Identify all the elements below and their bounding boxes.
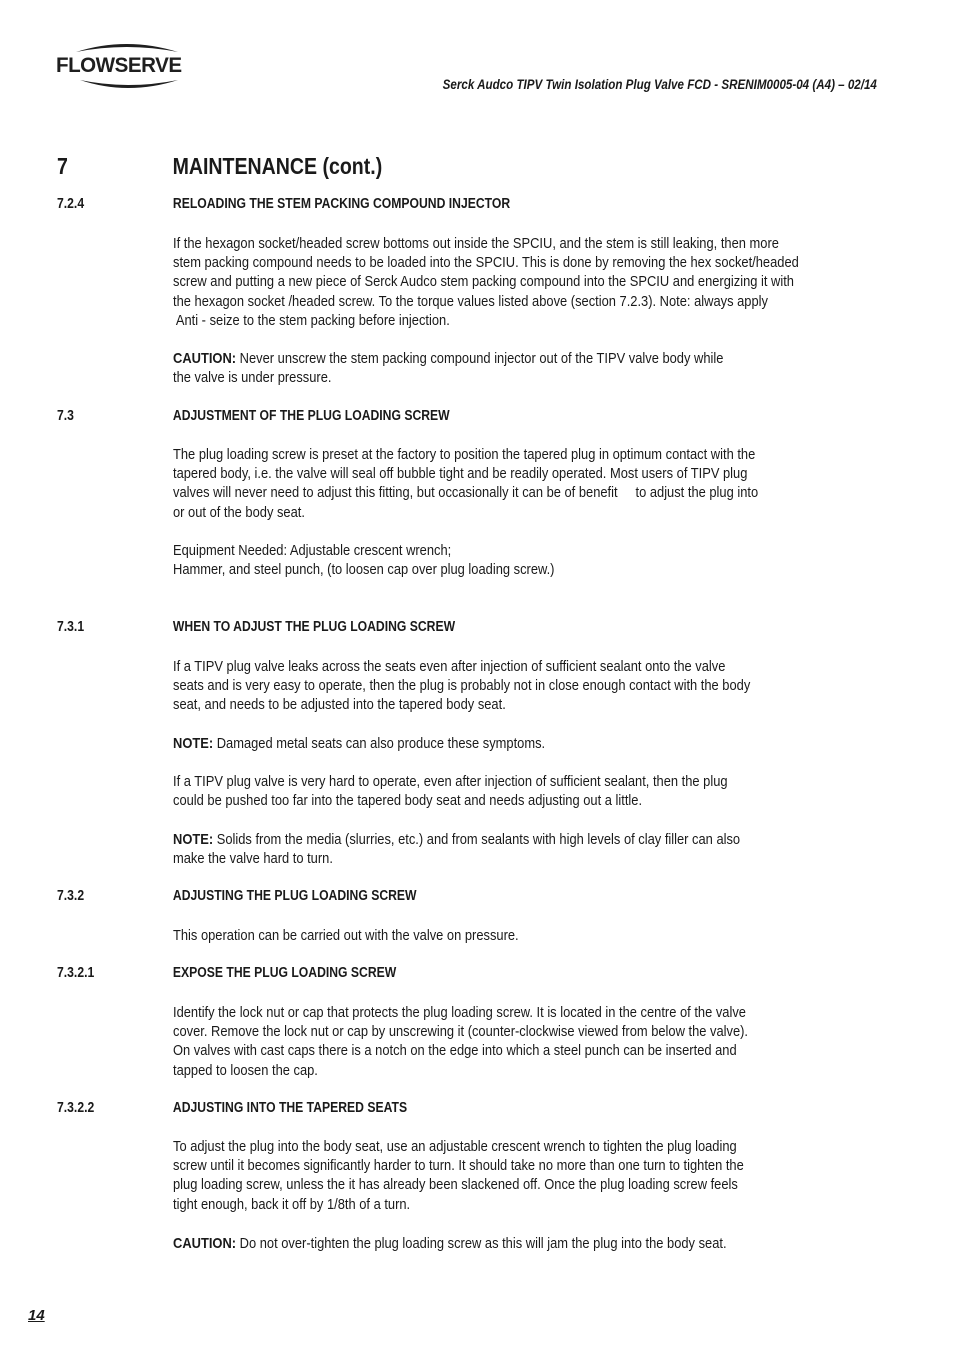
paragraph	[173, 1137, 878, 1214]
note-paragraph	[173, 830, 878, 868]
text-line: Identify the lock nut or cap that protects the plug loading screw. It is located in the centre of the valve	[173, 1004, 746, 1021]
section-number: 7.3.1	[57, 619, 85, 635]
section-title: ADJUSTING THE PLUG LOADING SCREW	[172, 888, 417, 904]
text-line: Hammer, and steel punch, (to loosen cap over plug loading screw.)	[173, 561, 555, 579]
text-line: screw and putting a new piece of Serck Audco stem packing compound into the SPCIU and energizing it with	[173, 273, 794, 291]
text-line: Equipment Needed: Adjustable crescent wrench;	[173, 542, 452, 559]
section-number: 7.2.4	[57, 196, 85, 212]
caution-label: CAUTION:	[173, 1235, 237, 1252]
chapter-title	[57, 153, 382, 180]
chapter-number: 7	[57, 153, 68, 179]
text-line: The plug loading screw is preset at the factory to position the tapered plug in optimum contact with the	[173, 446, 756, 463]
note-text: Solids from the media (slurries, etc.) and from sealants with high levels of clay filler can also	[213, 831, 741, 848]
text-line: tapered body, i.e. the valve will seal off bubble tight and be readily operated. Most users of TIPV plug	[173, 465, 748, 483]
text-line: make the valve hard to turn.	[173, 850, 333, 868]
caution-label: CAUTION:	[173, 350, 237, 367]
text-line: could be pushed too far into the tapered body seat and needs adjusting out a little.	[173, 792, 643, 810]
text-line: plug loading screw, unless the it has already been slackened off. Once the plug loading screw feels	[173, 1176, 738, 1194]
caution-paragraph	[173, 349, 878, 387]
note-label: NOTE:	[173, 735, 214, 752]
chapter-heading: MAINTENANCE (cont.)	[172, 153, 383, 179]
section-title: ADJUSTMENT OF THE PLUG LOADING SCREW	[172, 408, 450, 424]
section-number: 7.3.2.2	[57, 1100, 95, 1116]
brand-name: FLOWSERVE	[56, 54, 182, 77]
caution-text: Do not over-tighten the plug loading screw as this will jam the plug into the body seat.	[236, 1235, 727, 1252]
section-title: EXPOSE THE PLUG LOADING SCREW	[172, 965, 397, 981]
section-number: 7.3.2.1	[57, 965, 95, 981]
paragraph	[173, 657, 878, 715]
paragraph	[173, 772, 878, 810]
section-heading-7-3-2-1	[57, 965, 396, 981]
section-title: RELOADING THE STEM PACKING COMPOUND INJECTOR	[172, 196, 511, 212]
text-line: cover. Remove the lock nut or cap by unscrewing it (counter-clockwise viewed from below the valve).	[173, 1023, 749, 1041]
paragraph	[173, 1003, 878, 1080]
paragraph	[173, 445, 878, 522]
paragraph	[173, 541, 878, 579]
text-line: On valves with cast caps there is a notch on the edge into which a steel punch can be inserted and	[173, 1042, 737, 1060]
section-title: WHEN TO ADJUST THE PLUG LOADING SCREW	[172, 619, 456, 635]
text-line: tapped to loosen the cap.	[173, 1061, 318, 1079]
text-line: If a TIPV plug valve leaks across the seats even after injection of sufficient sealant onto the valve	[173, 658, 726, 675]
document-header: Serck Audco TIPV Twin Isolation Plug Valve FCD - SRENIM0005-04 (A4) – 02/14	[442, 77, 877, 92]
text-line: screw until it becomes significantly harder to turn. It should take no more than one turn to tighten the	[173, 1157, 744, 1175]
text-line: or out of the body seat.	[173, 503, 305, 521]
text-line: Anti - seize to the stem packing before injection.	[173, 311, 450, 329]
text-line: stem packing compound needs to be loaded into the SPCIU. This is done by removing the hex socket/headed	[173, 254, 799, 272]
paragraph	[173, 926, 878, 945]
section-title: ADJUSTING INTO THE TAPERED SEATS	[172, 1100, 408, 1116]
flowserve-logo	[56, 40, 198, 92]
section-number: 7.3.2	[57, 888, 85, 904]
text-line: To adjust the plug into the body seat, use an adjustable crescent wrench to tighten the plug loading	[173, 1138, 737, 1155]
text-line: the valve is under pressure.	[173, 369, 332, 387]
section-heading-7-3-1	[57, 619, 455, 635]
text-line: If a TIPV plug valve is very hard to operate, even after injection of sufficient sealant, then the plug	[173, 773, 728, 790]
text-line: If the hexagon socket/headed screw bottoms out inside the SPCIU, and the stem is still leaking, then more	[173, 235, 779, 252]
note-label: NOTE:	[173, 831, 214, 848]
section-heading-7-2-4	[57, 196, 510, 212]
section-number: 7.3	[57, 408, 74, 424]
text-line: seats and is very easy to operate, then the plug is probably not in close enough contact with the body	[173, 677, 751, 695]
note-paragraph	[173, 734, 878, 753]
paragraph	[173, 234, 878, 330]
text-line: the hexagon socket /headed screw. To the torque values listed above (section 7.2.3). Note: always apply	[173, 292, 768, 310]
note-text: Damaged metal seats can also produce these symptoms.	[213, 735, 546, 752]
section-heading-7-3-2	[57, 888, 417, 904]
section-heading-7-3-2-2	[57, 1100, 407, 1116]
caution-text: Never unscrew the stem packing compound injector out of the TIPV valve body while	[236, 350, 724, 367]
page-number: 14	[28, 1307, 45, 1324]
section-heading-7-3	[57, 408, 450, 424]
text-line: seat, and needs to be adjusted into the tapered body seat.	[173, 696, 506, 714]
text-line: valves will never need to adjust this fitting, but occasionally it can be of benefit to adjust the plug into	[173, 484, 759, 502]
text-line: tight enough, back it off by 1/8th of a turn.	[173, 1195, 411, 1213]
text-line: This operation can be carried out with the valve on pressure.	[173, 927, 519, 944]
caution-paragraph	[173, 1234, 878, 1253]
